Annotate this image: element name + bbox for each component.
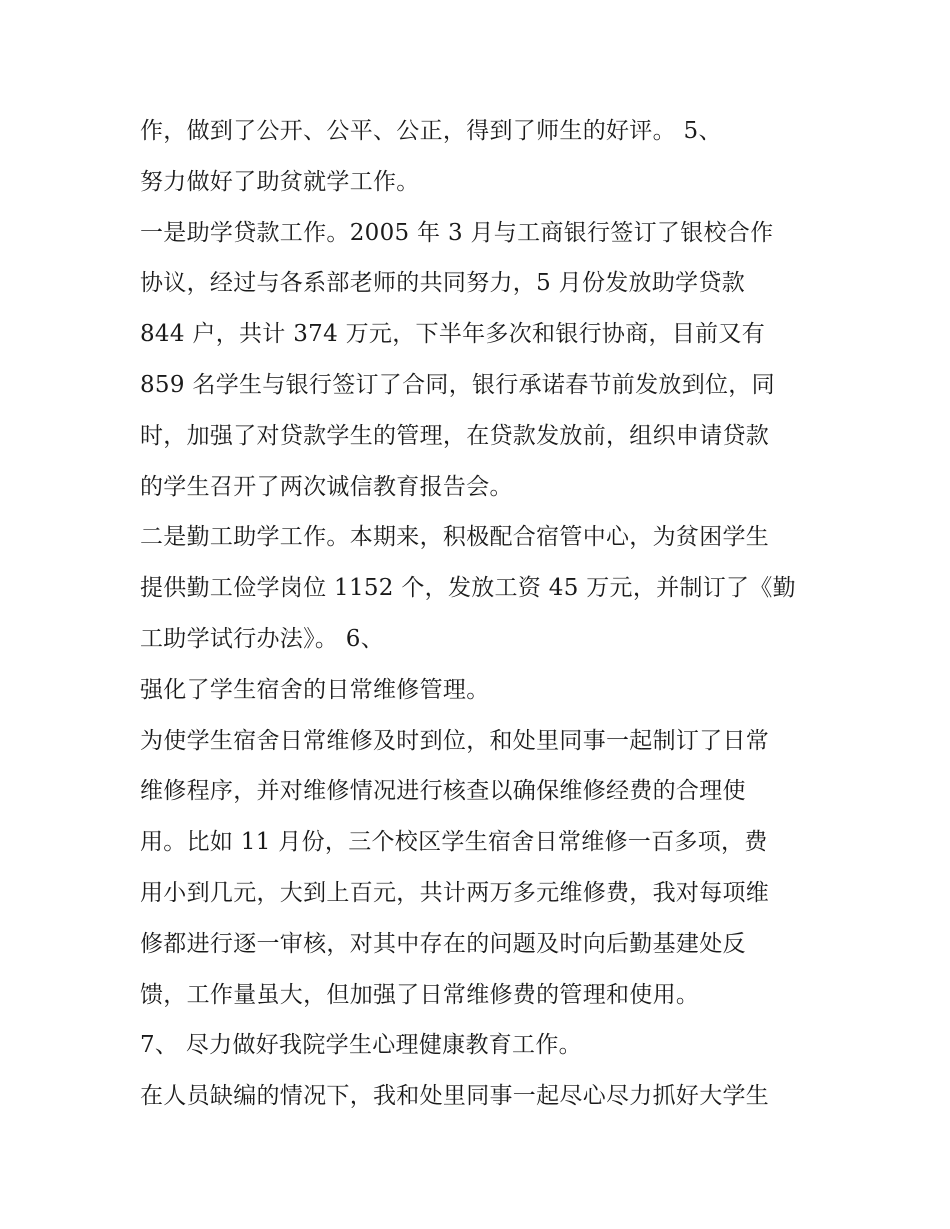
- document-body: [140, 106, 830, 1122]
- text-line: 的学生召开了两次诚信教育报告会。: [140, 473, 513, 500]
- text-line: 二是勤工助学工作。本期来，积极配合宿管中心，为贫困学生: [140, 524, 770, 551]
- text-line: 用。比如 11 月份，三个校区学生宿舍日常维修一百多项，费: [140, 829, 768, 856]
- text-line: 在人员缺编的情况下，我和处里同事一起尽心尽力抓好大学生: [140, 1083, 770, 1110]
- text-line: 努力做好了助贫就学工作。: [140, 168, 420, 195]
- text-line: 时，加强了对贷款学生的管理，在贷款发放前，组织申请贷款: [140, 422, 770, 449]
- text-line: 7、 尽力做好我院学生心理健康教育工作。: [140, 1032, 582, 1059]
- text-line: 维修程序，并对维修情况进行核查以确保维修经费的合理使: [140, 778, 746, 805]
- text-line: 修都进行逐一审核，对其中存在的问题及时向后勤基建处反: [140, 930, 746, 957]
- text-line: 用小到几元，大到上百元，共计两万多元维修费，我对每项维: [140, 879, 770, 906]
- text-line: 844 户，共计 374 万元，下半年多次和银行协商，目前又有: [140, 321, 766, 348]
- text-line: 提供勤工俭学岗位 1152 个，发放工资 45 万元，并制订了《勤: [140, 575, 796, 602]
- text-line: 馈，工作量虽大，但加强了日常维修费的管理和使用。: [140, 981, 700, 1008]
- text-line: 为使学生宿舍日常维修及时到位，和处里同事一起制订了日常: [140, 727, 770, 754]
- text-line: 859 名学生与银行签订了合同，银行承诺春节前发放到位，同: [140, 371, 775, 398]
- text-line: 工助学试行办法》。 6、: [140, 625, 385, 652]
- text-line: 强化了学生宿舍的日常维修管理。: [140, 676, 490, 703]
- text-line: 作，做到了公开、公平、公正，得到了师生的好评。 5、: [140, 118, 722, 144]
- text-line: 协议，经过与各系部老师的共同努力，5 月份发放助学贷款: [140, 270, 746, 297]
- text-line: 一是助学贷款工作。2005 年 3 月与工商银行签订了银校合作: [140, 219, 774, 246]
